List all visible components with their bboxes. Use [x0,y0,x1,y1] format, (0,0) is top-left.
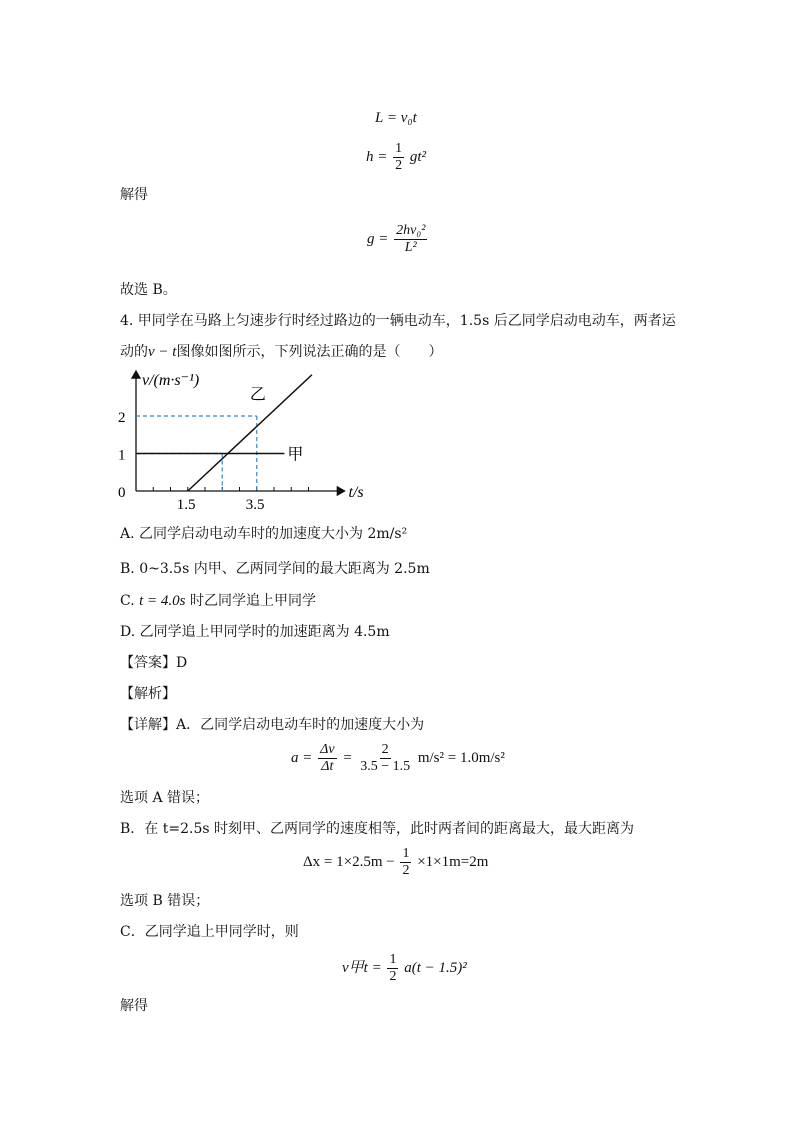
series-label-jia: 甲 [287,446,304,464]
solve-label-2: 解得 [120,998,148,1014]
vt-chart [112,365,364,513]
formula-height: h = $\frac{1}{2}$ gt² [366,141,427,173]
detail-c: C．乙同学追上甲同学时，则 [120,924,299,940]
answer-label: 【答案】D [120,655,188,671]
formula-acceleration: a = $\frac{\Delta v}{\Delta t}$ = $\frac{2}{3.5 - 1.5}$ m/s² = 1.0m/s² [291,742,505,774]
x-tick-label: 3.5 [245,497,265,513]
option-b: B. 0~3.5s 内甲、乙两同学间的最大距离为 2.5m [120,561,430,577]
y-tick-label: 1 [118,447,126,464]
conclusion-a: 选项 A 错误； [120,790,210,806]
formula-range: L = v₀t [375,110,417,126]
detail-b: B．在 t=2.5s 时刻甲、乙两同学的速度相等，此时两者间的距离最大，最大距离为 [120,821,634,837]
series-label-yi: 乙 [249,386,266,404]
choose-answer: 故选 B。 [120,282,177,298]
y-tick-label: 0 [118,485,126,501]
question-4-text-line1: 4. 甲同学在马路上匀速步行时经过路边的一辆电动车，1.5s 后乙同学启动电动车，两者运 [120,313,676,329]
detail-a: 【详解】A．乙同学启动电动车时的加速度大小为 [120,717,425,733]
formula-catch-up: v甲t = $\frac{1}{2}$ a(t − 1.5)² [342,952,467,984]
option-c: C. t = 4.0s 时乙同学追上甲同学 [120,593,316,609]
formula-max-distance: Δx = 1×2.5m − $\frac{1}{2}$ ×1×1m=2m [303,846,489,878]
analysis-label: 【解析】 [120,686,176,702]
solve-label-1: 解得 [120,187,148,203]
x-axis-label: t/s [348,484,364,501]
formula-gravity: g = $\frac{\text{2hv₀²}}{\text{L²}}$ [367,223,426,255]
question-4-text-line2: 动的v − t图像如图所示，下列说法正确的是（ ） [120,344,443,360]
x-tick-label: 1.5 [176,497,196,513]
conclusion-b: 选项 B 错误； [120,893,210,909]
y-axis-label: v/(m·s⁻¹) [142,372,200,389]
option-d: D. 乙同学追上甲同学时的加速距离为 4.5m [120,624,390,640]
option-a: A. 乙同学启动电动车时的加速度大小为 2m/s² [120,526,408,542]
y-tick-label: 2 [118,410,126,426]
